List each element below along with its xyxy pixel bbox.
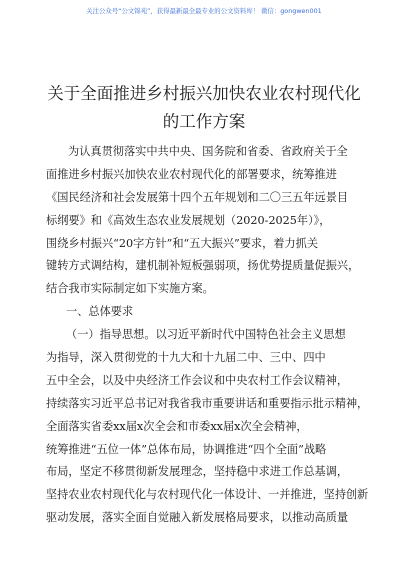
paragraph-line: 《国民经济和社会发展第十四个五年规划和二〇三五年远景目: [46, 190, 349, 204]
sub-heading: （一）指导思想。以习近平新时代中国特色社会主义思想: [66, 328, 346, 342]
paragraph-line: 全面落实省委xx届x次全会和市委xx届x次全会精神，: [46, 419, 308, 433]
document-body: [46, 141, 368, 530]
paragraph-line: 键转方式调结构，建机制补短板强弱项，扬优势提质量促振兴，: [46, 259, 360, 273]
paragraph-line: 布局，坚定不移贯彻新发展理念，坚持稳中求进工作总基调，: [46, 465, 349, 479]
paragraph-line: 坚持农业农村现代化与农村现代化一体设计、一并推进，坚持创新: [46, 488, 369, 502]
title-line: 关于全面推进乡村振兴加快农业农村现代化: [47, 84, 361, 103]
paragraph-line: 结合我市实际制定如下实施方案。: [46, 282, 214, 296]
section-heading: 一、总体要求: [66, 305, 134, 319]
paragraph-line: 驱动发展，落实全面自觉融入新发展格局要求，以推动高质量: [46, 511, 349, 525]
paragraph-line: 为认真贯彻落实中共中央、国务院和省委、省政府关于全: [68, 145, 348, 158]
paragraph-line: 五中全会，以及中央经济工作会议和中央农村工作会议精神，: [46, 373, 349, 387]
paragraph-line: 持续落实习近平总书记对我省我市重要讲话和重要指示批示精神，: [46, 396, 369, 410]
paragraph-line: 标纲要》和《高效生态农业发展规划（2020-2025年）》，: [46, 213, 331, 227]
promo-banner[interactable]: 关注公众号“公文锦苑”，获得最新最全最专业的公文资料库！ 微信：gongwen001: [86, 7, 322, 15]
paragraph-line: 围绕乡村振兴“20字方针”和“五大振兴”要求，着力抓关: [46, 236, 319, 250]
paragraph-line: 面推进乡村振兴加快农业农村现代化的部署要求，统筹推进: [46, 167, 337, 181]
document-title: [40, 80, 368, 136]
title-line: 的工作方案: [162, 112, 246, 131]
paragraph-line: 统筹推进“五位一体”总体布局，协调推进“四个全面”战略: [46, 442, 327, 456]
paragraph-line: 为指导，深入贯彻党的十九大和十九届二中、三中、四中: [46, 351, 326, 365]
